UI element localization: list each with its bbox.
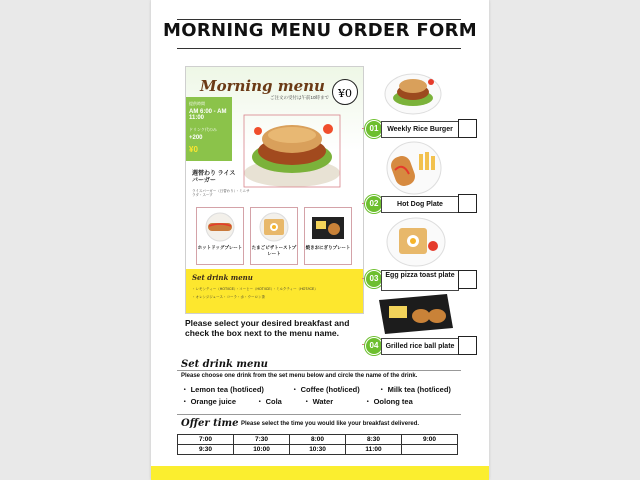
flyer-subtitle: ご注文の受付は午前10時まで [270, 95, 330, 100]
rice-burger-image [240, 111, 344, 191]
set-drink-rule [177, 370, 461, 371]
item-02-label: Hot Dog Plate [381, 196, 459, 213]
flyer-price-extra: +200 [189, 135, 203, 141]
item-03-badge: 03 [365, 270, 383, 288]
time-slot-0800[interactable]: 8:00 [290, 435, 346, 445]
flyer-drink-title: Set drink menu [192, 273, 253, 282]
offer-time-instruction: Please select the time you would like your breakfast delivered. [241, 421, 420, 427]
time-slot-0730[interactable]: 7:30 [234, 435, 290, 445]
offer-time-table [177, 434, 458, 455]
mini-eggtoast [250, 207, 298, 265]
time-slot-0930[interactable]: 9:30 [178, 445, 234, 455]
page-title: MORNING MENU ORDER FORM [163, 20, 477, 41]
item-03-label: Egg pizza toast plate [381, 270, 459, 291]
time-slot-0900[interactable]: 9:00 [402, 435, 458, 445]
mini-eggtoast-caption: たまごピザトーストプレート [251, 245, 297, 256]
drink-coffee[interactable]: ・ Coffee (hot/iced) [291, 385, 360, 394]
drink-orange-juice[interactable]: ・ Orange juice [181, 397, 237, 406]
item-01-checkbox[interactable] [458, 119, 477, 138]
item-02-badge: 02 [365, 195, 383, 213]
mini-hotdog-caption: ホットドッグプレート [197, 245, 243, 250]
drink-water[interactable]: ・ Water [303, 397, 334, 406]
set-drink-heading: Set drink menu [181, 359, 268, 370]
title-top-rule [177, 19, 461, 20]
time-row-2 [178, 445, 458, 455]
hotdog-thumbnail [200, 211, 240, 243]
flyer-feature-name: 週替わり ライスバーガー [192, 171, 236, 184]
mini-riceball [304, 207, 352, 265]
item-01-badge: 01 [365, 120, 383, 138]
item-03-checkbox[interactable] [458, 270, 477, 289]
menu-flyer [185, 66, 364, 314]
mini-hotdog [196, 207, 244, 265]
riceball-thumbnail [308, 211, 348, 243]
item-04-badge: 04 [365, 337, 383, 355]
flyer-hours: AM 6:00 - AM 11:00 [189, 109, 227, 121]
flyer-drink-panel [186, 269, 363, 313]
drink-lemon-tea[interactable]: ・ Lemon tea (hot/iced) [181, 385, 264, 394]
set-drink-instruction: Please choose one drink from the set menu below and circle the name of the drink. [181, 373, 418, 379]
drink-milk-tea[interactable]: ・ Milk tea (hot/iced) [378, 385, 451, 394]
item-04-checkbox[interactable] [458, 336, 477, 355]
time-slot-0830[interactable]: 8:30 [346, 435, 402, 445]
hot-dog-plate-photo [385, 140, 443, 196]
flyer-feature-note: ライスバーガー（日替わり）・ミニサラダ・スープ [192, 189, 250, 197]
time-slot-1030[interactable]: 10:30 [290, 445, 346, 455]
egg-pizza-toast-plate-photo [385, 216, 447, 268]
time-slot-empty [402, 445, 458, 455]
flyer-price-zero: ¥0 [189, 145, 198, 154]
item-02-checkbox[interactable] [458, 194, 477, 213]
flyer-hours-box [186, 97, 232, 161]
item-01-label: Weekly Rice Burger [381, 121, 459, 138]
breakfast-instructions: Please select your desired breakfast and check the box next to the menu name. [185, 318, 350, 338]
bottom-yellow-bar [151, 466, 489, 480]
flyer-drink-line-2: ・オレンジジュース・コーラ・水・ウーロン茶 [192, 295, 265, 299]
eggtoast-thumbnail [254, 211, 294, 243]
weekly-rice-burger-photo [383, 66, 443, 116]
flyer-title: Morning menu [200, 77, 325, 95]
flyer-hours-label: 提供時間 [189, 101, 205, 106]
drink-cola[interactable]: ・ Cola [256, 397, 282, 406]
time-slot-1100[interactable]: 11:00 [346, 445, 402, 455]
time-slot-0700[interactable]: 7:00 [178, 435, 234, 445]
offer-time-rule [177, 414, 461, 415]
offer-time-heading: Offer time [181, 418, 239, 429]
grilled-rice-ball-plate-photo [375, 290, 455, 338]
item-04-label: Grilled rice ball plate [381, 338, 459, 355]
order-form-sheet [151, 0, 489, 480]
drink-oolong-tea[interactable]: ・ Oolong tea [364, 397, 413, 406]
time-row-1 [178, 435, 458, 445]
flyer-drink-line-1: ・レモンティー（HOT/ICE）・コーヒー（HOT/ICE）・ミルクティー（HOT/ICE） [192, 287, 318, 291]
mini-riceball-caption: 焼きおにぎりプレート [305, 245, 351, 250]
flyer-price-drink: ドリンク代のみ [189, 127, 217, 132]
flyer-yen-badge: ¥0 [332, 79, 358, 105]
title-bottom-rule [177, 48, 461, 49]
time-slot-1000[interactable]: 10:00 [234, 445, 290, 455]
